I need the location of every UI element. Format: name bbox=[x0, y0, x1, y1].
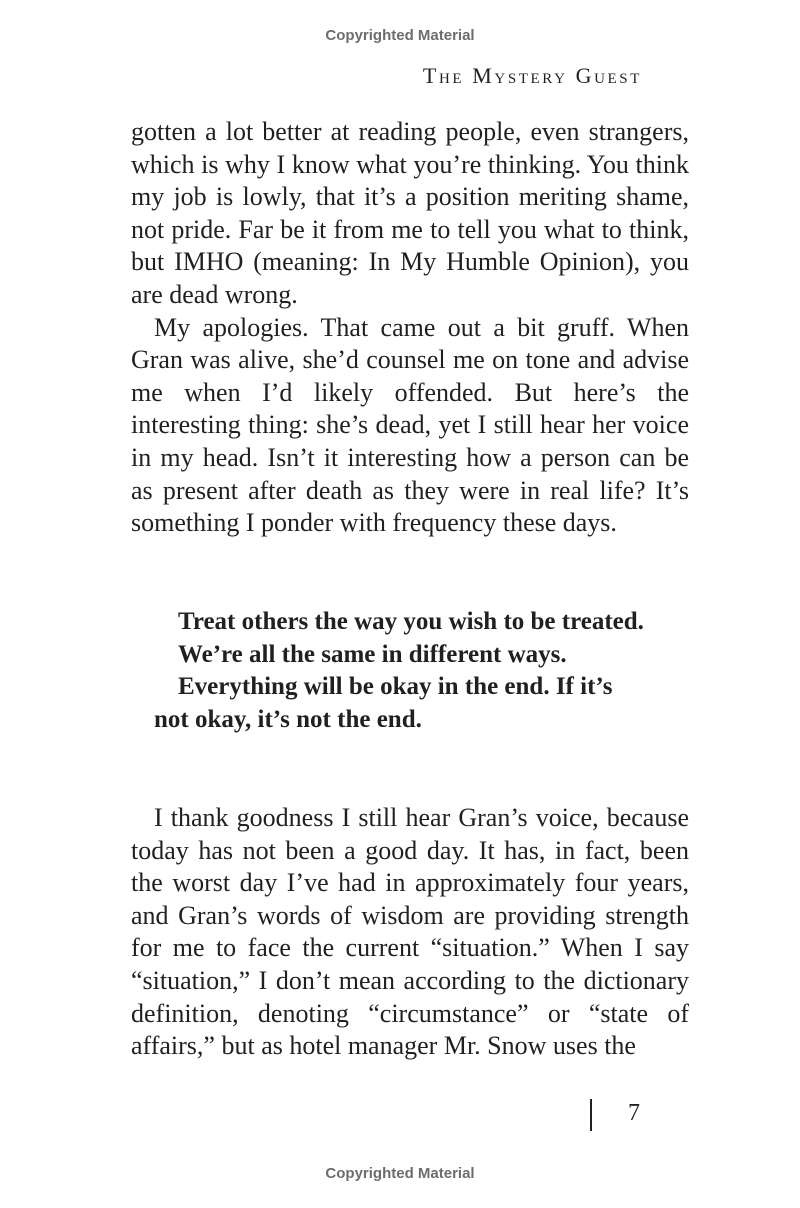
page-number: 7 bbox=[628, 1100, 640, 1126]
copyright-watermark-top: Copyrighted Material bbox=[325, 27, 475, 44]
body-text-top bbox=[131, 116, 689, 540]
body-text-bottom bbox=[131, 802, 689, 1063]
saying: Treat others the way you wish to be treated. bbox=[178, 608, 644, 635]
folio-rule bbox=[590, 1099, 592, 1131]
saying: We’re all the same in different ways. bbox=[178, 640, 567, 668]
saying: Everything will be okay in the end. If it’s not okay, it’s not the end. bbox=[154, 673, 613, 733]
paragraph: My apologies. That came out a bit gruff. When Gran was alive, she’d counsel me on tone and advise me when I’d likely offended. But here’s the interesting thing: she’s dead, yet I still hear her voice in my head. Isn’t it interesting how a person can be as present after death as they were in real life? It’s something I ponder with frequency these days. bbox=[131, 312, 689, 538]
copyright-watermark-bottom: Copyrighted Material bbox=[325, 1165, 475, 1182]
paragraph: I thank goodness I still hear Gran’s voice, because today has not been a good day. It has, in fact, been the worst day I’ve had in approximately four years, and Gran’s words of wisdom are providing strength for me to face the current “situation.” When I say “situation,” I don’t mean according to the dictionary definition, denoting “circumstance” or “state of affairs,” but as hotel manager Mr. Snow uses the bbox=[131, 803, 689, 1061]
paragraph: gotten a lot better at reading people, even strangers, which is why I know what you’re thinking. You think my job is lowly, that it’s a position meriting shame, not pride. Far be it from me to tell you what to think, but IMHO (meaning: In My Humble Opinion), you are dead wrong. bbox=[131, 117, 689, 309]
running-head: The Mystery Guest bbox=[422, 63, 642, 88]
gran-sayings bbox=[154, 606, 649, 736]
